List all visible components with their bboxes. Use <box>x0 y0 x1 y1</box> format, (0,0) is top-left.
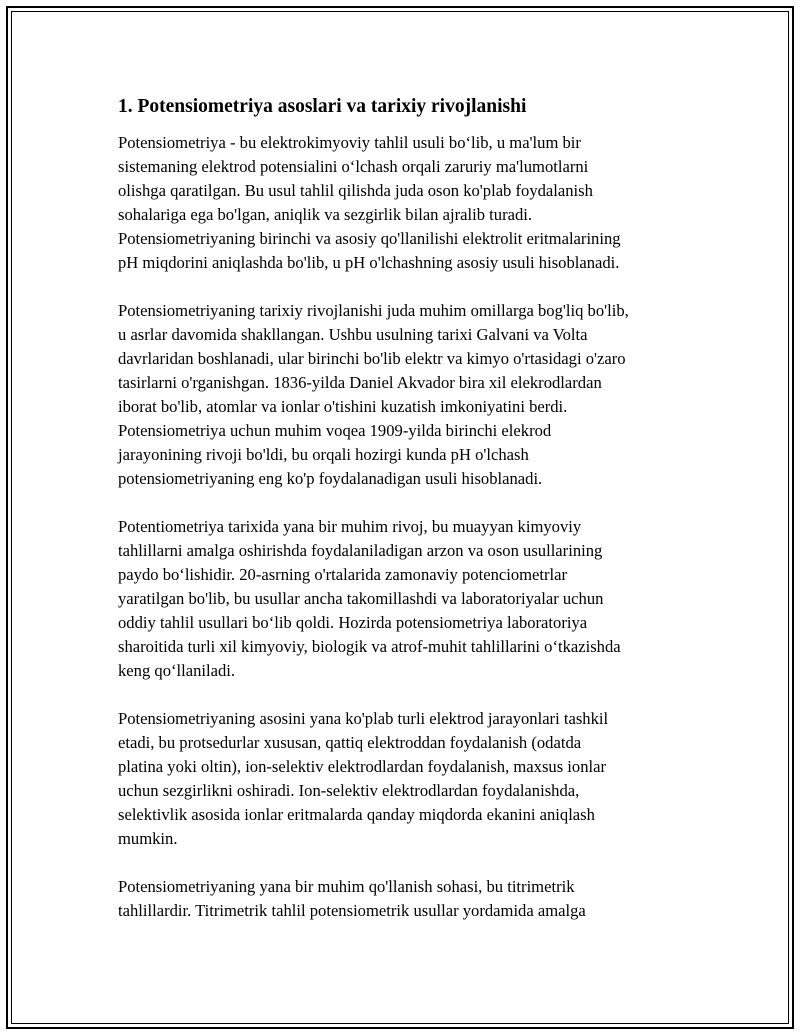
text-line: tasirlarni o'rganishgan. 1836-yilda Daniel Akvador bira xil elekrodlardan <box>118 373 602 392</box>
text-line: Potensiometriyaning tarixiy rivojlanishi juda muhim omillarga bog'liq bo'lib, <box>118 301 629 320</box>
text-line: potensiometriyaning eng ko'p foydalanadigan usuli hisoblanadi. <box>118 469 543 488</box>
text-line: sistemaning elektrod potensialini o‘lchash orqali zaruriy ma'lumotlarni <box>118 157 589 176</box>
text-line: u asrlar davomida shakllangan. Ushbu usulning tarixi Galvani va Volta <box>118 325 588 344</box>
document-body <box>118 94 698 947</box>
text-line: Potensiometriya uchun muhim voqea 1909-yilda birinchi elekrod <box>118 421 552 440</box>
text-line: davrlaridan boshlanadi, ular birinchi bo'lib elektr va kimyo o'rtasidagi o'zaro <box>118 349 626 368</box>
text-line: Potensiometriya - bu elektrokimyoviy tahlil usuli bo‘lib, u ma'lum bir <box>118 133 581 152</box>
paragraph <box>118 875 698 923</box>
text-line: etadi, bu protsedurlar xususan, qattiq elektroddan foydalanish (odatda <box>118 733 582 752</box>
paragraph <box>118 131 698 275</box>
text-line: platina yoki oltin), ion-selektiv elektrodlardan foydalanish, maxsus ionlar <box>118 757 607 776</box>
paragraph <box>118 299 698 491</box>
text-line: paydo bo‘lishidir. 20-asrning o'rtalarida zamonaviy potenciometrlar <box>118 565 568 584</box>
text-line: tahlillarni amalga oshirishda foydalaniladigan arzon va oson usullarining <box>118 541 603 560</box>
section-heading: 1. Potensiometriya asoslari va tarixiy rivojlanishi <box>118 96 527 117</box>
text-line: selektivlik asosida ionlar eritmalarda qanday miqdorda ekanini aniqlash <box>118 805 595 824</box>
text-line: oddiy tahlil usullari bo‘lib qoldi. Hozirda potensiometriya laboratoriya <box>118 613 588 632</box>
text-line: tahlillardir. Titrimetrik tahlil potensiometrik usullar yordamida amalga <box>118 901 586 920</box>
text-line: Potensiometriyaning asosini yana ko'plab turli elektrod jarayonlari tashkil <box>118 709 609 728</box>
text-line: sohalariga ega bo'lgan, aniqlik va sezgirlik bilan ajralib turadi. <box>118 205 533 224</box>
text-line: uchun sezgirlikni oshiradi. Ion-selektiv elektrodlardan foydalanishda, <box>118 781 580 800</box>
text-line: Potensiometriyaning yana bir muhim qo'llanish sohasi, bu titrimetrik <box>118 877 575 896</box>
text-line: Potensiometriyaning birinchi va asosiy qo'llanilishi elektrolit eritmalarining <box>118 229 621 248</box>
paragraph-list <box>118 131 698 923</box>
text-line: jarayonining rivoji bo'ldi, bu orqali hozirgi kunda pH o'lchash <box>118 445 529 464</box>
text-line: yaratilgan bo'lib, bu usullar ancha takomillashdi va laboratoriyalar uchun <box>118 589 604 608</box>
text-line: olishga qaratilgan. Bu usul tahlil qilishda juda oson ko'plab foydalanish <box>118 181 593 200</box>
text-line: mumkin. <box>118 829 178 848</box>
text-line: Potentiometriya tarixida yana bir muhim rivoj, bu muayyan kimyoviy <box>118 517 582 536</box>
text-line: keng qo‘llaniladi. <box>118 661 236 680</box>
text-line: sharoitida turli xil kimyoviy, biologik va atrof-muhit tahlillarini o‘tkazishda <box>118 637 621 656</box>
paragraph <box>118 707 698 851</box>
text-line: iborat bo'lib, atomlar va ionlar o'tishini kuzatish imkoniyatini berdi. <box>118 397 568 416</box>
text-line: pH miqdorini aniqlashda bo'lib, u pH o'lchashning asosiy usuli hisoblanadi. <box>118 253 620 272</box>
paragraph <box>118 515 698 683</box>
